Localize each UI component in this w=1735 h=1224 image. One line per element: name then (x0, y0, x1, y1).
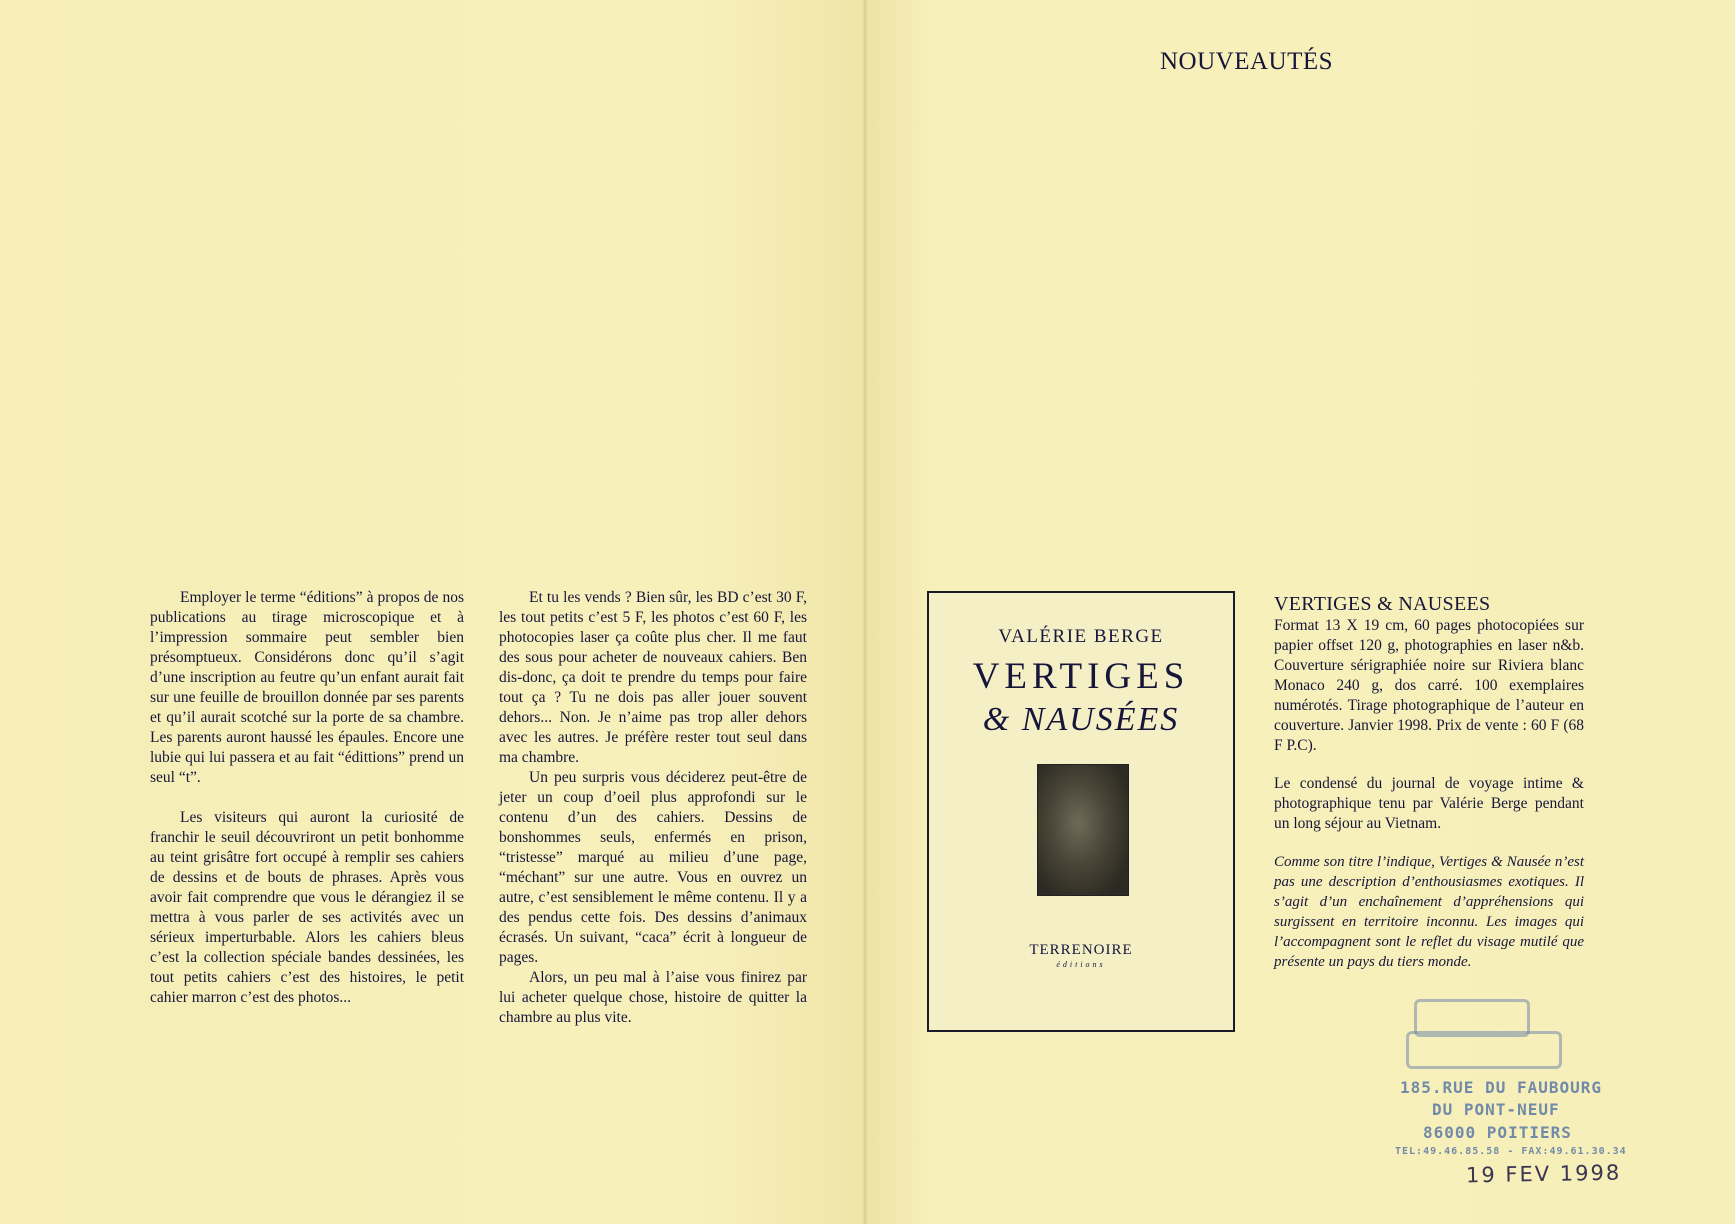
book-quote: Comme son titre l’indique, Vertiges & Nausée n’est pas une description d’enthousiasmes exotiques. Il s’agit d’un enchaînement d’appréhensions qui surgissent en territoire inconnu. Les images qui l’accompagnent sont le reflet du visage mutilé que présente un pays du tiers monde. (1274, 854, 1584, 970)
text-column-1 (150, 588, 464, 1008)
stamp-phone-line: TEL:49.46.85.58 - FAX:49.61.30.34 (1395, 1146, 1627, 1157)
book-title: VERTIGES & NAUSEES (1274, 593, 1491, 615)
book-cover (927, 591, 1235, 1032)
stamp-address-line2: DU PONT-NEUF (1432, 1100, 1560, 1119)
paragraph: Employer le terme “éditions” à propos de nos publications au tirage microscopique et à l’impression sommaire peut sembler bien présomptueux. Considérons donc qu’il s’agit d’une inscription au feutre qu’un enfant aurait fait sur une feuille de brouillon donnée par ses parents et qu’il aurait scotché sur la porte de sa chambre. Les parents auront haussé les épaules. Encore une lubie qui lui passera et au fait “édittions” prend un seul “t”. (150, 589, 464, 786)
shop-logo-stamp (1402, 995, 1602, 1065)
text-column-2 (499, 588, 807, 1028)
paragraph: Un peu surpris vous déciderez peut-être de jeter un coup d’oeil plus approfondi sur le contenu d’un des cahiers. Dessins de bonshommes seuls, enfermés en prison, “tristesse” marqué au milieu d’une page, “méchant” sur une autre. Vous en ouvrez un autre, c’est sensiblement le même contenu. Il y a des pendus cette fois. Des dessins d’animaux écrasés. Un suivant, “caca” écrit à longueur de pages. (499, 769, 807, 966)
stamp-address-line1: 185.RUE DU FAUBOURG (1400, 1078, 1603, 1097)
publisher-subtitle: éditions (1056, 960, 1106, 969)
cover-photograph (1037, 764, 1129, 896)
cover-title-line1: VERTIGES (972, 656, 1190, 697)
book-description (1274, 594, 1584, 972)
page-gutter (862, 0, 868, 1224)
book-specs: Format 13 X 19 cm, 60 pages photocopiées sur papier offset 120 g, photographies en laser n&b. Couverture sérigraphiée noire sur Riviera blanc Monaco 240 g, dos carré. 100 exemplaires numérotés. Tirage photographique de l’auteur en couverture. Janvier 1998. Prix de vente : 60 F (68 F P.C). (1274, 617, 1584, 754)
book-summary: Le condensé du journal de voyage intime & photographique tenu par Valérie Berge pendant un long séjour au Vietnam. (1274, 775, 1584, 832)
cover-author: VALÉRIE BERGE (998, 626, 1164, 647)
paragraph: Alors, un peu mal à l’aise vous finirez par lui acheter quelque chose, histoire de quitter la chambre au plus vite. (499, 969, 807, 1026)
date-stamp: 19 FEV 1998 (1465, 1160, 1622, 1188)
paragraph: Et tu les vends ? Bien sûr, les BD c’est 30 F, les tout petits c’est 5 F, les photos c’est 60 F, les photocopies laser ça coûte plus cher. Il me faut des sous pour acheter de nouveaux cahiers. Ben dis-donc, ça doit te prendre du temps pour faire tout ça ? Tu ne dois pas aller jouer souvent dehors... Non. Je n’aime pas trop aller dehors avec les autres. Je préfère rester tout seul dans ma chambre. (499, 589, 807, 766)
publisher-name: TERRENOIRE (1029, 942, 1133, 958)
stamp-address-line3: 86000 POITIERS (1423, 1123, 1572, 1142)
cover-title-line2: & NAUSÉES (982, 701, 1180, 738)
paragraph: Les visiteurs qui auront la curiosité de franchir le seuil découvriront un petit bonhomme au teint grisâtre fort occupé à remplir ses cahiers de dessins et de bouts de phrases. Après vous avoir fait comprendre que vous le dérangiez il se mettra à vous parler de ses activités avec un sérieux imperturbable. Alors les cahiers bleus c’est la collection spéciale bandes dessinées, les tout petits cahiers c’est des histoires, le petit cahier marron c’est des photos... (150, 809, 464, 1006)
page-title: NOUVEAUTÉS (1160, 48, 1334, 75)
